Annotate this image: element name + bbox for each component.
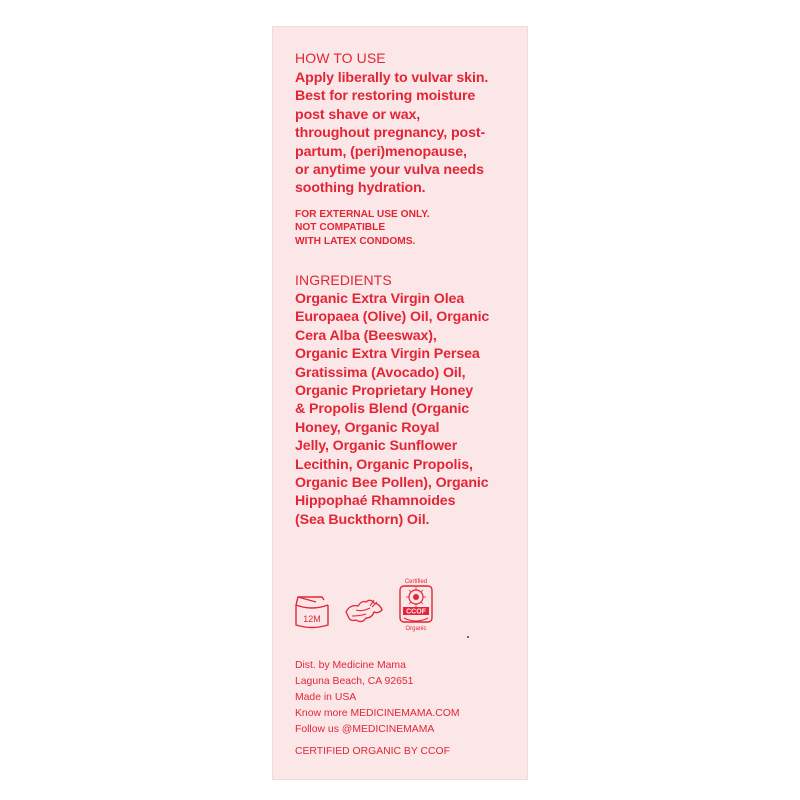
warning-line: NOT COMPATIBLE: [295, 222, 386, 234]
ccof-middle-text: CCOF: [406, 608, 426, 616]
how-to-use-line: post shave or wax,: [295, 106, 421, 123]
ingredients-line: & Propolis Blend (Organic: [295, 401, 470, 418]
how-to-use-line: or anytime your vulva needs: [295, 162, 484, 179]
warning-line: FOR EXTERNAL USE ONLY.: [295, 209, 430, 220]
social-line: Follow us @MEDICINEMAMA: [295, 724, 435, 735]
ccof-top-text: Certified: [404, 579, 428, 585]
how-to-use-line: Best for restoring moisture: [295, 88, 476, 105]
distribution-line: Laguna Beach, CA 92651: [295, 676, 414, 687]
ingredients-line: Honey, Organic Royal: [295, 419, 440, 436]
ingredients-line: Cera Alba (Beeswax),: [295, 327, 437, 344]
how-to-use-line: throughout pregnancy, post-: [295, 125, 486, 142]
warning-line: WITH LATEX CONDOMS.: [295, 235, 416, 247]
print-speck: [467, 636, 469, 638]
ingredients-heading: INGREDIENTS: [295, 272, 392, 288]
usage-warning: [295, 208, 430, 248]
ingredients-line: Hippophaé Rhamnoides: [295, 493, 456, 510]
distribution-line: Dist. by Medicine Mama: [295, 660, 406, 671]
open-jar-12m-icon: [292, 594, 332, 630]
certification-statement: CERTIFIED ORGANIC BY CCOF: [295, 746, 450, 757]
distribution-line: Made in USA: [295, 692, 357, 703]
ingredients-line: Gratissima (Avocado) Oil,: [295, 364, 466, 381]
ingredients-line: Jelly, Organic Sunflower: [295, 438, 458, 455]
pao-label: 12M: [303, 614, 321, 624]
ingredients-line: Organic Bee Pollen), Organic: [295, 475, 489, 492]
product-label-panel: [272, 26, 528, 780]
ingredients-line: Organic Proprietary Honey: [295, 383, 474, 400]
leaping-bunny-icon: [344, 594, 384, 630]
how-to-use-line: partum, (peri)menopause,: [295, 143, 467, 160]
how-to-use-line: soothing hydration.: [295, 180, 426, 197]
certification-icons: [292, 576, 492, 638]
ccof-bottom-text: Organic: [405, 626, 427, 632]
website-line: Know more MEDICINEMAMA.COM: [295, 708, 460, 719]
contact-info: [295, 706, 460, 738]
ingredients-line: Lecithin, Organic Propolis,: [295, 456, 473, 473]
ingredients-list: [295, 290, 489, 529]
ingredients-line: Europaea (Olive) Oil, Organic: [295, 309, 490, 326]
how-to-use-text: [295, 69, 488, 198]
ingredients-line: (Sea Buckthorn) Oil.: [295, 511, 430, 528]
ingredients-line: Organic Extra Virgin Persea: [295, 346, 480, 363]
how-to-use-line: Apply liberally to vulvar skin.: [295, 70, 489, 86]
distribution-info: [295, 658, 413, 706]
how-to-use-heading: HOW TO USE: [295, 50, 386, 66]
ccof-seal-icon: [396, 576, 436, 632]
ingredients-line: Organic Extra Virgin Olea: [295, 291, 465, 307]
